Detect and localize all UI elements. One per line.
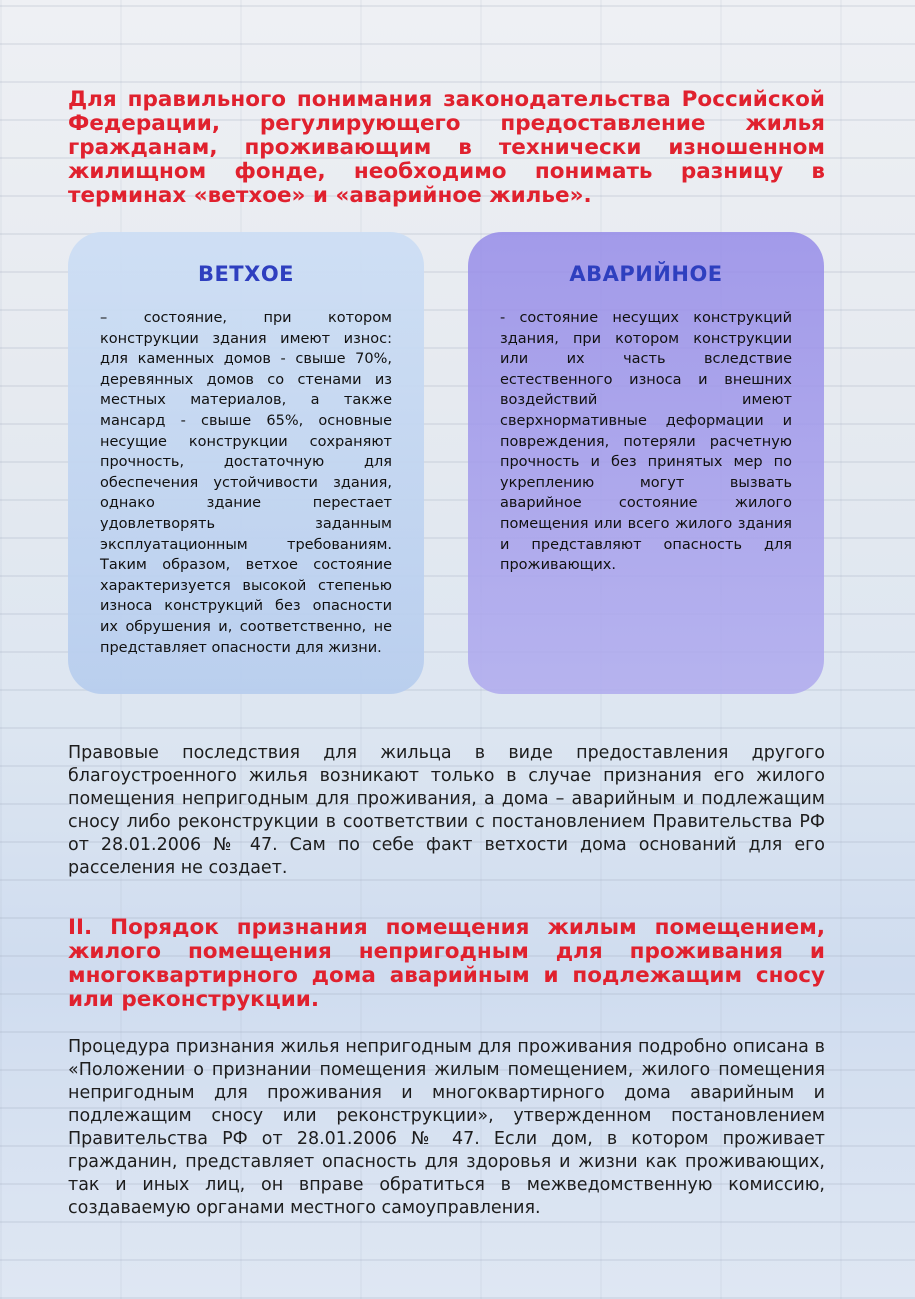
section-heading: II. Порядок признания помещения жилым помещением, жилого помещения непригодным для проживания и многоквартирного дома аварийным и подлежащим сносу или реконструкции. — [68, 915, 825, 1012]
card-emergency-text: - состояние несущих конструкций здания, при котором конструкции или их часть вследствие естественного износа и внешних воздействий имеют сверхнормативные деформации и повреждения, потеряли расчетную прочность и без принятых мер по укреплению могут вызвать аварийное состояние жилого помещения или всего жилого здания и представляют опасность для проживающих. — [500, 310, 792, 574]
card-dilapidated-text: – состояние, при котором конструкции здания имеют износ: для каменных домов - свыше 70%, деревянных домов со стенами из местных материалов, а также мансард - свыше 65%, основные несущие конструкции сохраняют прочность, достаточную для обеспечения устойчивости здания, однако здание перестает удовлетворять заданным эксплуатационным требованиям. Таким образом, ветхое состояние характеризуется высокой степенью износа конструкций без опасности их обрушения и, соответственно, не представляет опасности для жизни. — [100, 310, 392, 656]
legal-consequences-paragraph: Правовые последствия для жильца в виде предоставления другого благоустроенного жилья возникают только в случае признания его жилого помещения непригодным для проживания, а дома – аварийным и подлежащим сносу либо реконструкции в соответствии с постановлением Правительства РФ от 28.01.2006 № 47. Сам по себе факт ветхости дома оснований для его расселения не создает. — [68, 743, 825, 878]
intro-text: Для правильного понимания законодательства Российской Федерации, регулирующего предоставление жилья гражданам, проживающим в технически изношенном жилищном фонде, необходимо понимать разницу в терминах «ветхое» и «аварийное жилье». — [68, 87, 825, 208]
card-emergency — [468, 232, 824, 694]
card-dilapidated — [68, 232, 424, 694]
card-dilapidated-title: ВЕТХОЕ — [197, 262, 295, 286]
procedure-paragraph: Процедура признания жилья непригодным для проживания подробно описана в «Положении о признании помещения жилым помещением, жилого помещения непригодным для проживания и многоквартирного дома аварийным и подлежащим сносу или реконструкции», утвержденном постановлением Правительства РФ от 28.01.2006 № 47. Если дом, в котором проживает гражданин, представляет опасность для здоровья и жизни как проживающих, так и иных лиц, он вправе обратиться в межведомственную комиссию, создаваемую органами местного самоуправления. — [68, 1037, 825, 1218]
card-emergency-title: АВАРИЙНОЕ — [569, 262, 723, 286]
